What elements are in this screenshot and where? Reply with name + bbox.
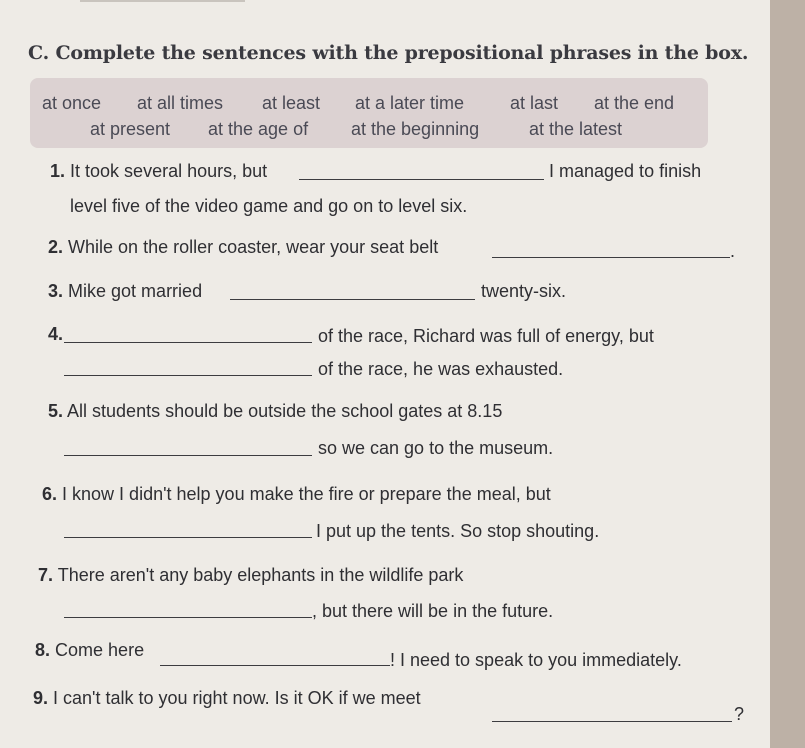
phrase-at-the-latest: at the latest <box>529 119 623 139</box>
sentence-7-text-a: There aren't any baby elephants in the wildlife park <box>57 565 464 585</box>
sentence-1-text-c: level five of the video game and go on to level six. <box>70 196 468 216</box>
sentence-9-line <box>33 688 421 709</box>
sentence-2-end: . <box>730 241 736 261</box>
sentence-7-text-b: , but there will be in the future. <box>312 601 554 621</box>
sentence-3-text-b: twenty-six. <box>481 281 567 301</box>
sentence-3-number: 3. <box>48 281 64 301</box>
sentence-5-blank[interactable] <box>64 455 312 456</box>
phrase-at-a-later-time: at a later time <box>355 93 465 113</box>
phrase-at-the-end: at the end <box>594 93 675 113</box>
phrase-at-all-times: at all times <box>137 93 224 113</box>
sentence-1-blank[interactable] <box>299 179 544 180</box>
sentence-9-text-a: I can't talk to you right now. Is it OK if we meet <box>53 688 421 708</box>
sentence-5-text-b: so we can go to the museum. <box>318 438 554 458</box>
sentence-5-line <box>48 401 502 422</box>
sentence-8-blank[interactable] <box>160 665 390 666</box>
sentence-5-text-a: All students should be outside the school gates at 8.15 <box>67 401 503 421</box>
sentence-6-number: 6. <box>42 484 58 504</box>
sentence-2-blank[interactable] <box>492 257 730 258</box>
sentence-8-text-b: ! I need to speak to you immediately. <box>390 650 682 670</box>
sentence-8-text-a: Come here <box>55 640 145 660</box>
sentence-8-number: 8. <box>35 640 51 660</box>
sentence-9-end: ? <box>734 704 745 724</box>
exercise-letter: C. <box>28 42 50 64</box>
exercise-instruction: Complete the sentences with the prepositional phrases in the box. <box>55 42 749 64</box>
sentence-6-text-a: I know I didn't help you make the fire or prepare the meal, but <box>62 484 551 504</box>
phrase-at-the-beginning: at the beginning <box>351 119 480 139</box>
phrase-at-present: at present <box>90 119 171 139</box>
top-rule <box>80 0 245 2</box>
sentence-2-text: While on the roller coaster, wear your seat belt <box>68 237 439 257</box>
sentence-4-blank-2[interactable] <box>64 375 312 376</box>
sentence-4-number: 4. <box>48 324 64 344</box>
phrase-at-last: at last <box>510 93 559 113</box>
sentence-8-line <box>35 640 144 661</box>
sentence-1-text-b: I managed to finish <box>549 161 702 181</box>
sentence-7-number: 7. <box>38 565 54 585</box>
sentence-5-number: 5. <box>48 401 64 421</box>
phrase-at-least: at least <box>262 93 321 113</box>
sentence-1-number: 1. <box>50 161 66 181</box>
sentence-6-blank[interactable] <box>64 537 312 538</box>
sentence-3-line <box>48 281 202 302</box>
sentence-2-number: 2. <box>48 237 64 257</box>
sentence-4-text-a: of the race, Richard was full of energy, but <box>318 326 654 346</box>
sentence-3-blank[interactable] <box>230 299 475 300</box>
sentence-9-number: 9. <box>33 688 49 708</box>
sentence-3-text-a: Mike got married <box>68 281 203 301</box>
sentence-1-line-1 <box>50 161 267 182</box>
sentence-9-blank[interactable] <box>492 721 732 722</box>
sentence-4-blank-1[interactable] <box>64 342 312 343</box>
page-edge <box>770 0 805 748</box>
sentence-2-line <box>48 237 438 258</box>
exercise-heading <box>28 42 748 64</box>
sentence-6-text-b: I put up the tents. So stop shouting. <box>316 521 600 541</box>
sentence-1-text-a: It took several hours, but <box>70 161 268 181</box>
phrase-at-once: at once <box>42 93 102 113</box>
sentence-6-line <box>42 484 551 505</box>
sentence-7-blank[interactable] <box>64 617 312 618</box>
sentence-4-text-b: of the race, he was exhausted. <box>318 359 564 379</box>
sentence-7-line <box>38 565 463 586</box>
phrase-at-the-age-of: at the age of <box>208 119 309 139</box>
